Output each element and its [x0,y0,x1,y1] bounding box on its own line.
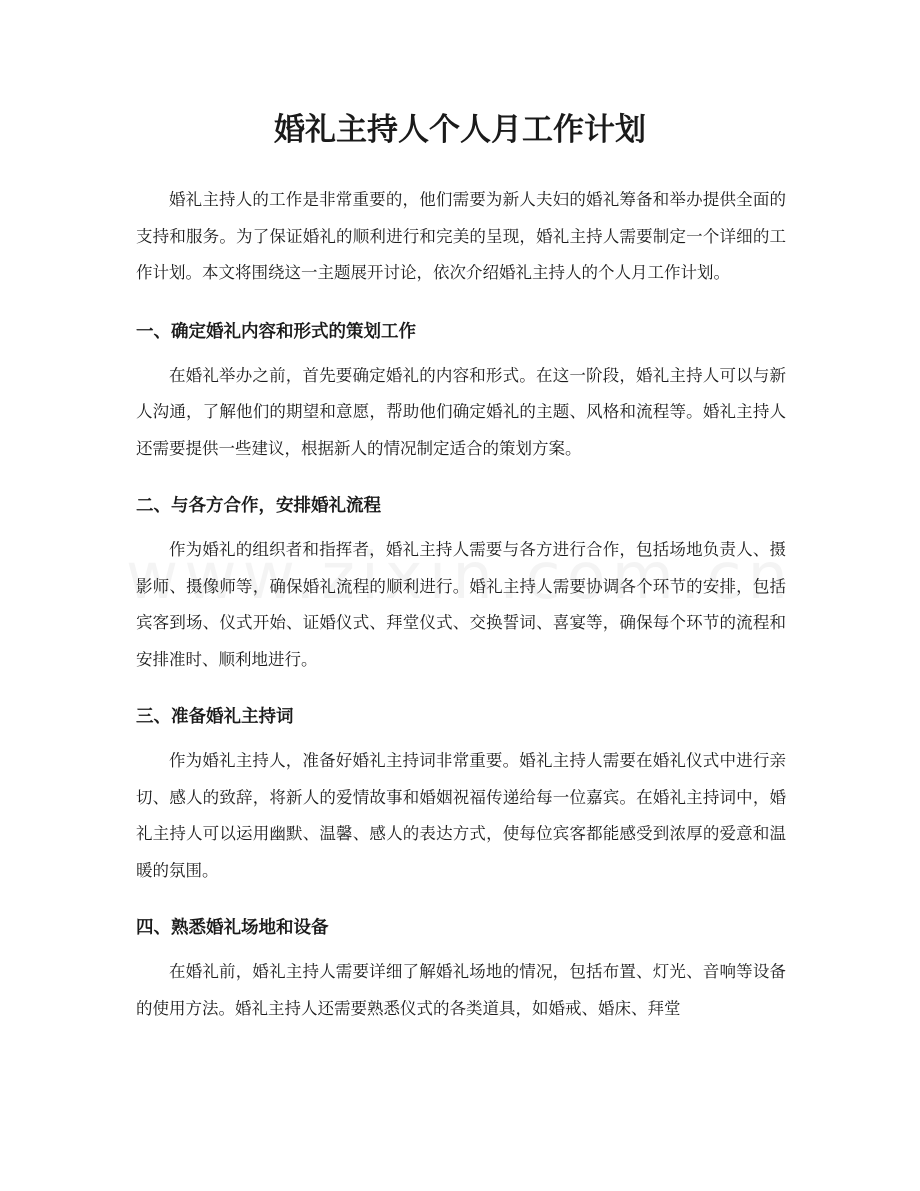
section-2-paragraph: 作为婚礼的组织者和指挥者，婚礼主持人需要与各方进行合作，包括场地负责人、摄影师、摄像师等，确保婚礼流程的顺利进行。婚礼主持人需要协调各个环节的安排，包括宾客到场、仪式开始、证婚仪式、拜堂仪式、交换誓词、喜宴等，确保每个环节的流程和安排准时、顺利地进行。 [136,540,786,669]
section-3-paragraph: 作为婚礼主持人，准备好婚礼主持词非常重要。婚礼主持人需要在婚礼仪式中进行亲切、感人的致辞，将新人的爱情故事和婚姻祝福传递给每一位嘉宾。在婚礼主持词中，婚礼主持人可以运用幽默、温馨、感人的表达方式，使每位宾客都能感受到浓厚的爱意和温暖的氛围。 [136,751,786,880]
section-4-heading: 四、熟悉婚礼场地和设备 [136,918,329,938]
section-2-heading: 二、与各方合作，安排婚礼流程 [136,496,381,516]
section-4-paragraph: 在婚礼前，婚礼主持人需要详细了解婚礼场地的情况，包括布置、灯光、音响等设备的使用方法。婚礼主持人还需要熟悉仪式的各类道具，如婚戒、婚床、拜堂 [136,962,786,1018]
intro-paragraph: 婚礼主持人的工作是非常重要的，他们需要为新人夫妇的婚礼筹备和举办提供全面的支持和服务。为了保证婚礼的顺利进行和完美的呈现，婚礼主持人需要制定一个详细的工作计划。本文将围绕这一主题展开讨论，依次介绍婚礼主持人的个人月工作计划。 [136,190,786,282]
section-3-heading: 三、准备婚礼主持词 [136,707,294,727]
section-1-paragraph: 在婚礼举办之前，首先要确定婚礼的内容和形式。在这一阶段，婚礼主持人可以与新人沟通，了解他们的期望和意愿，帮助他们确定婚礼的主题、风格和流程等。婚礼主持人还需要提供一些建议，根据新人的情况制定适合的策划方案。 [136,365,786,458]
section-1-heading: 一、确定婚礼内容和形式的策划工作 [136,321,416,342]
document-body [136,182,786,1027]
document-title: 婚礼主持人个人月工作计划 [274,112,646,148]
